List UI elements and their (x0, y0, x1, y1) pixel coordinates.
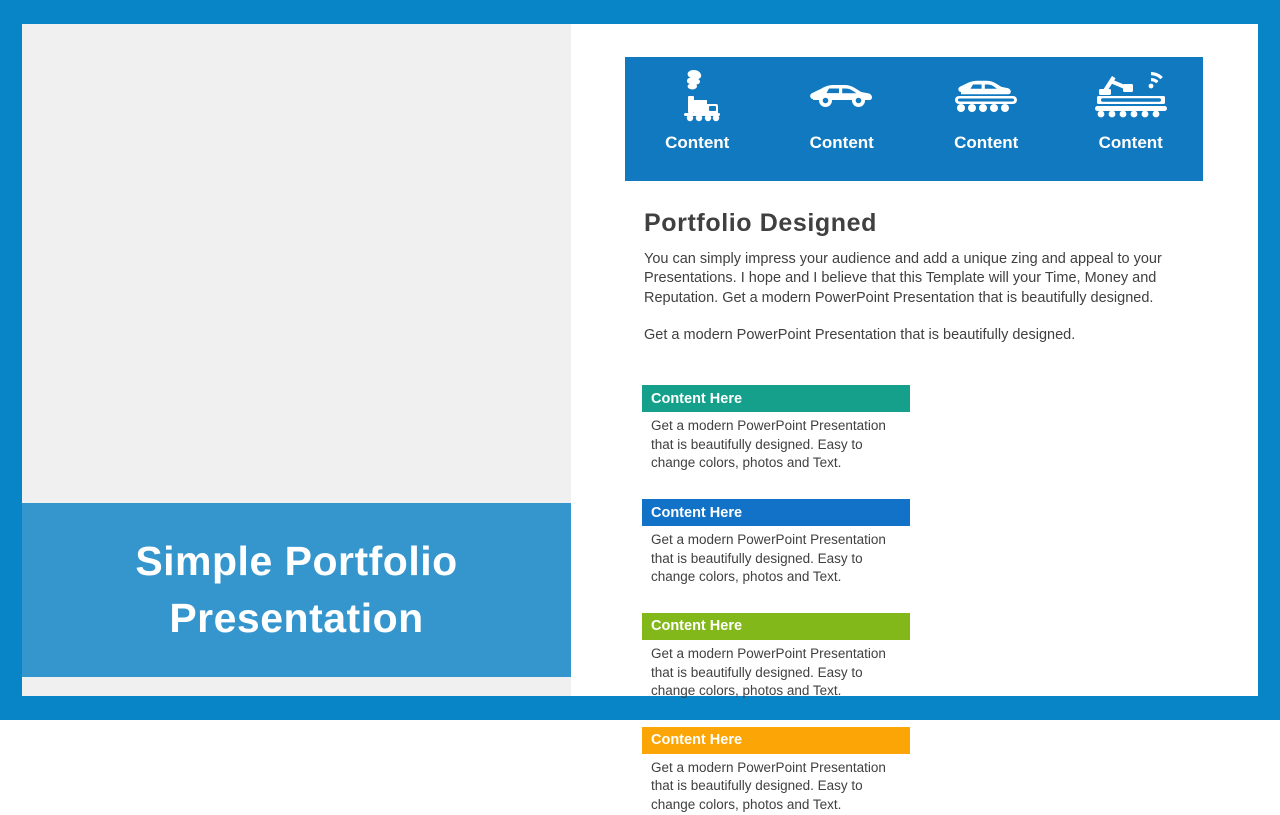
content-box-header: Content Here (642, 385, 910, 412)
icon-bar (625, 57, 1203, 181)
content-box (642, 385, 910, 473)
slide-canvas (22, 24, 1258, 812)
icon-item-2[interactable] (770, 65, 915, 153)
icon-item-label: Content (665, 133, 730, 152)
content-box (642, 499, 910, 587)
content-box-header: Content Here (642, 613, 910, 640)
left-image-placeholder (22, 24, 571, 696)
icon-item-label: Content (809, 133, 874, 152)
body-paragraph-2: Get a modern PowerPoint Presentation that is beautifully designed. (644, 326, 1076, 343)
page-title: Simple Portfolio Presentation (135, 538, 458, 641)
body-paragraph-1: You can simply impress your audience and add a unique zing and appeal to your Presentations. I hope and I believe that this Template will your Time, Money and Reputation. Get a modern PowerPoint Presentation that is beautifully designed. (644, 251, 1162, 306)
car-icon (807, 65, 877, 123)
content-box (642, 727, 910, 815)
icon-item-3[interactable] (914, 65, 1059, 153)
factory-robot-icon (1093, 65, 1169, 123)
icon-item-label: Content (1098, 133, 1163, 152)
content-box-grid (642, 385, 1190, 815)
content-box-text: Get a modern PowerPoint Presentation that is beautifully designed. Easy to change colors, photos and Text. (651, 418, 886, 471)
icon-item-4[interactable] (1059, 65, 1204, 153)
steam-train-icon (666, 65, 728, 123)
icon-item-1[interactable] (625, 65, 770, 153)
section-heading: Portfolio Designed (644, 209, 878, 237)
right-content-panel (625, 57, 1203, 815)
content-box (642, 613, 910, 701)
icon-item-label: Content (954, 133, 1019, 152)
content-box-text: Get a modern PowerPoint Presentation that is beautifully designed. Easy to change colors, photos and Text. (651, 759, 886, 812)
content-box-header: Content Here (642, 727, 910, 754)
content-box-text: Get a modern PowerPoint Presentation that is beautifully designed. Easy to change colors, photos and Text. (651, 645, 886, 699)
content-box-header: Content Here (642, 499, 910, 526)
car-assembly-icon (949, 65, 1023, 123)
slide-title-band (22, 503, 571, 677)
content-box-text: Get a modern PowerPoint Presentation that is beautifully designed. Easy to change colors, photos and Text. (651, 532, 886, 585)
